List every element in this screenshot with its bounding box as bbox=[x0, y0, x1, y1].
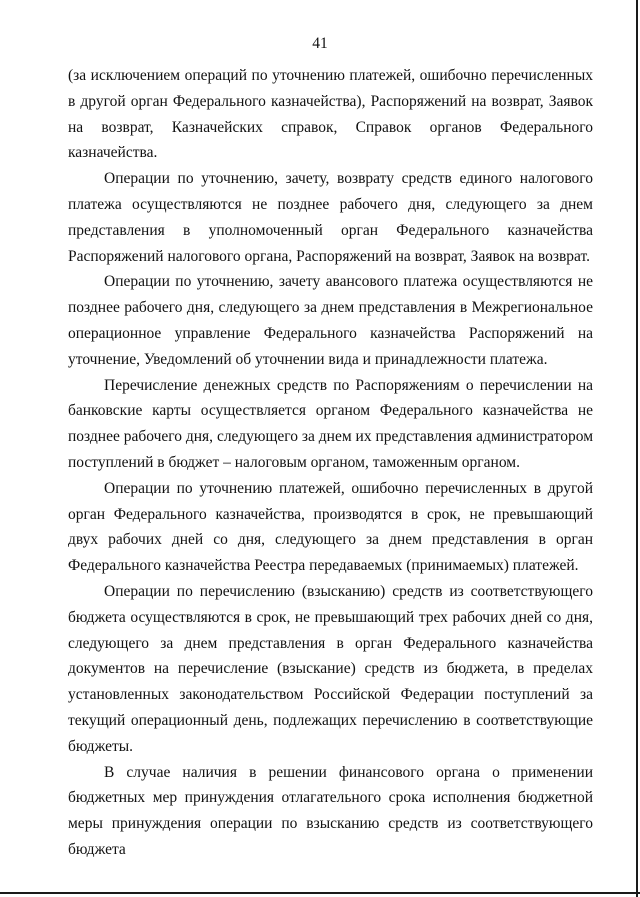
page-border-right bbox=[636, 0, 638, 897]
paragraph: Операции по уточнению, зачету авансового платежа осуществляются не позднее рабочего дня, следующего за днем представления в Межрегиональное операционное управление Федерального казначейства Распоряжений на уточнение, Уведомлений об уточнении вида и принадлежности платежа. bbox=[68, 273, 593, 368]
paragraph: Операции по уточнению платежей, ошибочно перечисленных в другой орган Федерального казначейства, производятся в срок, не превышающий двух рабочих дней со дня, следующего за днем представления в орган Федерального казначейства Реестра передаваемых (принимаемых) платежей. bbox=[68, 479, 593, 575]
paragraph: Операции по уточнению, зачету, возврату средств единого налогового платежа осуществляются не позднее рабочего дня, следующего за днем представления в уполномоченный орган Федерального казначейства Распоряжений налогового органа, Распоряжений на возврат, Заявок на возврат. bbox=[68, 170, 593, 265]
paragraph: В случае наличия в решении финансового органа о применении бюджетных мер принуждения отлагательного срока исполнения бюджетной меры принуждения операции по взысканию средств из соответствующего бюджета bbox=[68, 763, 593, 858]
document-body bbox=[68, 63, 593, 863]
paragraph: Операции по перечислению (взысканию) средств из соответствующего бюджета осуществляются в срок, не превышающий трех рабочих дней со дня, следующего за днем представления в орган Федерального казначейства документов на перечисление (взыскание) средств из бюджета, в пределах установленных законодательством Российской Федерации поступлений за текущий операционный день, подлежащих перечислению в соответствующие бюджеты. bbox=[68, 582, 593, 755]
paragraph: Перечисление денежных средств по Распоряжениям о перечислении на банковские карты осуществляется органом Федерального казначейства не позднее рабочего дня, следующего за днем их представления администратором поступлений в бюджет – налоговым органом, таможенным органом. bbox=[68, 376, 593, 471]
paragraph-continuation: (за исключением операций по уточнению платежей, ошибочно перечисленных в другой орган Федерального казначейства), Распоряжений на возврат, Заявок на возврат, Казначейских справок, Справок органов Федерального казначейства. bbox=[68, 67, 593, 162]
page-border-bottom bbox=[0, 892, 640, 894]
page-number: 41 bbox=[312, 35, 328, 52]
